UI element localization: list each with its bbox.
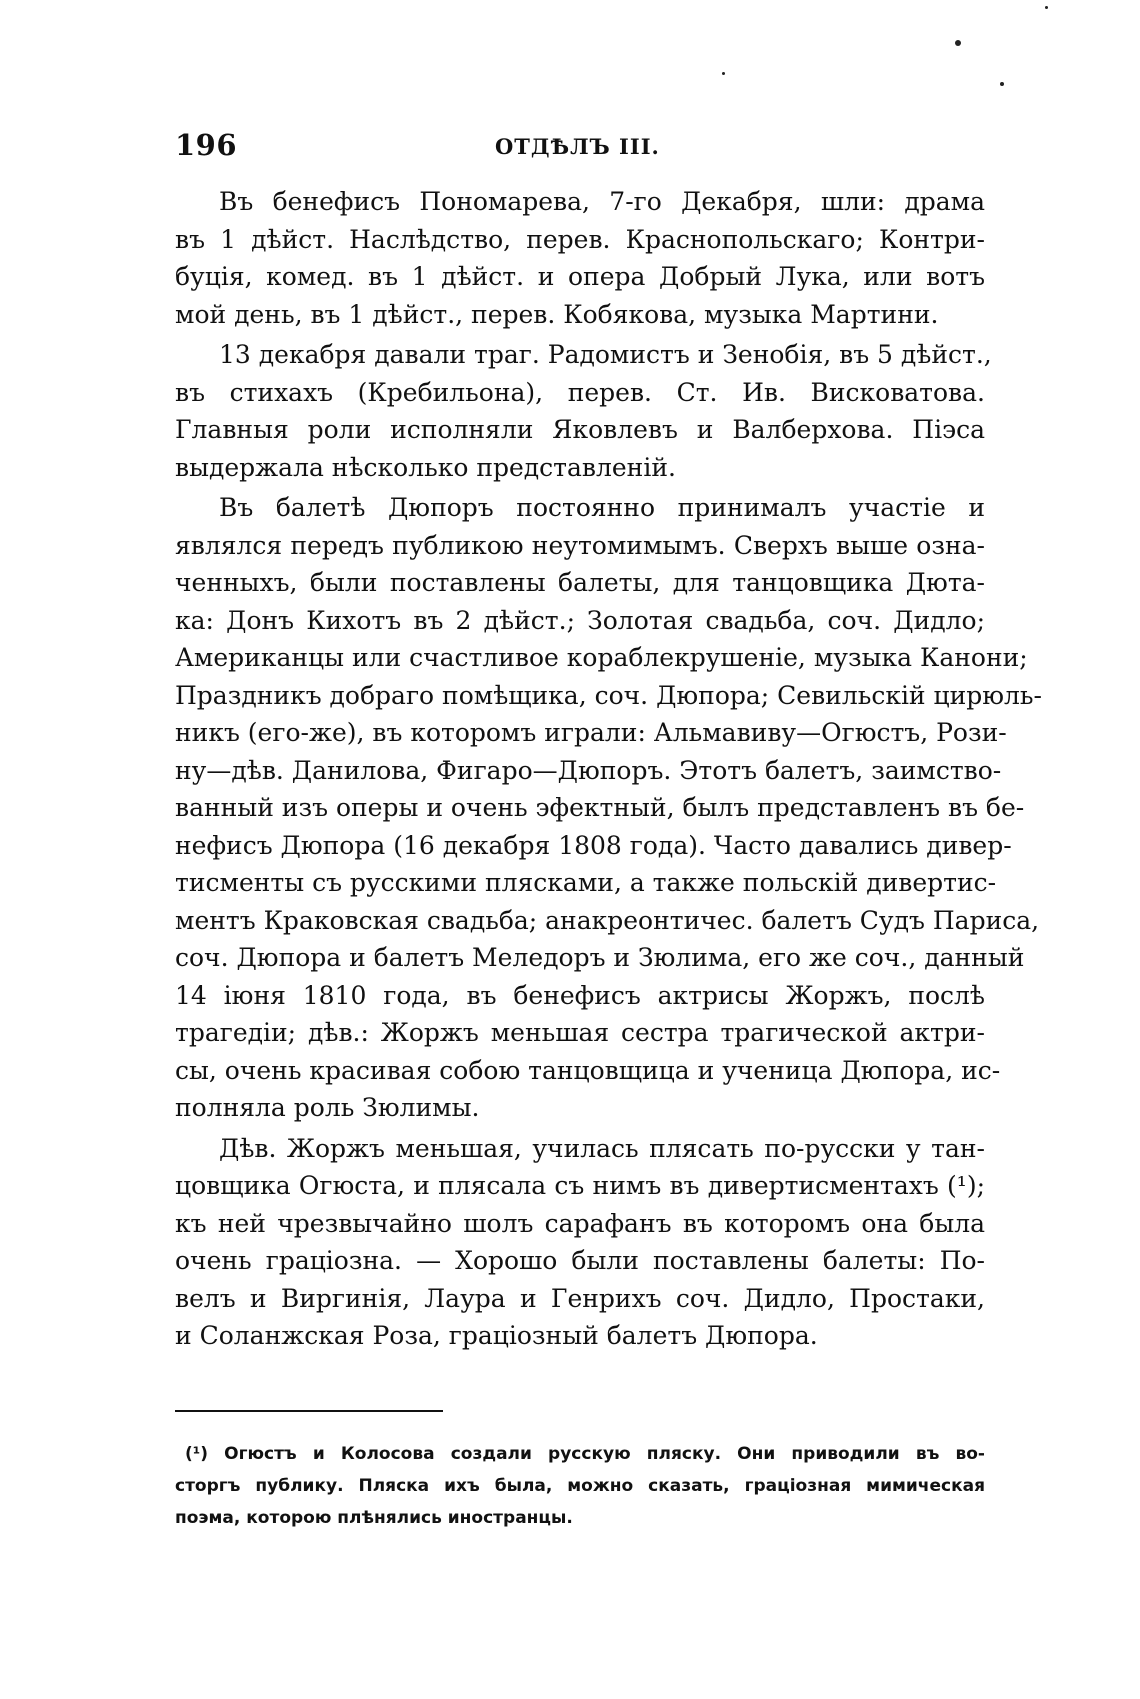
footnote-line: (¹) Огюстъ и Колосова создали русскую пляску. Они приводили въ во-: [185, 1444, 985, 1464]
text-line: являлся передъ публикою неутомимымъ. Сверхъ выше озна-: [175, 530, 985, 560]
text-line: трагедіи; дѣв.: Жоржъ меньшая сестра трагической актри-: [175, 1018, 985, 1047]
text-line: 13 декабря давали траг. Радомистъ и Зенобія, въ 5 дѣйст.,: [219, 340, 992, 369]
text-line: и Соланжская Роза, граціозный балетъ Дюпора.: [175, 1321, 818, 1350]
text-line: мой день, въ 1 дѣйст., перев. Кобякова, музыка Мартини.: [175, 299, 939, 329]
text-line: буція, комед. въ 1 дѣйст. и опера Добрый Лука, или вотъ: [175, 262, 985, 291]
print-speck: [1000, 82, 1004, 86]
text-line: ментъ Краковская свадьба; анакреонтичес. балетъ Судъ Париса,: [175, 905, 1040, 935]
text-line: ванный изъ оперы и очень эфектный, былъ представленъ въ бе-: [175, 793, 1025, 822]
text-line: полняла роль Зюлимы.: [175, 1093, 480, 1122]
paragraph-2: [175, 336, 992, 486]
body-text: [175, 183, 1042, 1358]
text-line: нефисъ Дюпора (16 декабря 1808 года). Часто давались дивер-: [175, 830, 1012, 860]
text-line: соч. Дюпора и балетъ Меледоръ и Зюлима, его же соч., данный: [175, 943, 1025, 972]
footnote: [175, 1438, 985, 1534]
footnote-separator: [175, 1410, 443, 1412]
text-line: ну—дѣв. Данилова, Фигаро—Дюпоръ. Этотъ балетъ, заимство-: [175, 755, 1002, 785]
text-line: никъ (его-же), въ которомъ играли: Альмавиву—Огюстъ, Рози-: [175, 718, 1007, 747]
page-header: [175, 128, 985, 168]
footnote-line: сторгъ публику. Пляска ихъ была, можно сказать, граціозная мимическая: [175, 1476, 985, 1496]
text-line: Главныя роли исполняли Яковлевъ и Валберхова. Піэса: [175, 415, 985, 444]
text-line: въ 1 дѣйст. Наслѣдство, перев. Краснопольскаго; Контри-: [175, 224, 985, 254]
text-line: велъ и Виргинія, Лаура и Генрихъ соч. Дидло, Простаки,: [175, 1283, 985, 1313]
footnote-line: поэма, которою плѣнялись иностранцы.: [175, 1508, 573, 1528]
text-line: ченныхъ, были поставлены балеты, для танцовщика Дюта-: [175, 568, 985, 597]
page-number: 196: [175, 128, 238, 162]
paragraph-3: [175, 489, 1042, 1127]
text-line: Праздникъ добраго помѣщика, соч. Дюпора; Севильскій цирюль-: [175, 680, 1042, 710]
text-line: Въ балетѣ Дюпоръ постоянно принималъ участіе и: [219, 493, 985, 522]
text-line: выдержала нѣсколько представленій.: [175, 452, 676, 482]
print-speck: [955, 40, 961, 46]
print-speck: [1045, 6, 1048, 9]
text-line: къ ней чрезвычайно шолъ сарафанъ въ которомъ она была: [175, 1208, 985, 1238]
text-line: 14 іюня 1810 года, въ бенефисъ актрисы Жоржъ, послѣ: [175, 980, 985, 1010]
text-line: сы, очень красивая собою танцовщица и ученица Дюпора, ис-: [175, 1055, 1001, 1085]
text-line: тисменты съ русскими плясками, а также польскій дивертис-: [175, 868, 997, 897]
text-line: Въ бенефисъ Пономарева, 7-го Декабря, шли: драма: [219, 187, 985, 216]
paragraph-4: [175, 1130, 985, 1355]
text-line: ка: Донъ Кихотъ въ 2 дѣйст.; Золотая свадьба, соч. Дидло;: [175, 605, 985, 635]
text-line: цовщика Огюста, и плясала съ нимъ въ дивертисментахъ (¹);: [175, 1171, 985, 1200]
text-line: въ стихахъ (Кребильона), перев. Ст. Ив. Висковатова.: [175, 377, 985, 407]
running-head: ОТДѢЛЪ III.: [495, 134, 660, 159]
text-line: Дѣв. Жоржъ меньшая, училась плясать по-русски у тан-: [219, 1133, 985, 1163]
text-line: Американцы или счастливое кораблекрушеніе, музыка Канони;: [175, 643, 1028, 672]
paragraph-1: [175, 183, 985, 333]
print-speck: [722, 72, 725, 75]
text-line: очень граціозна. — Хорошо были поставлены балеты: По-: [175, 1246, 985, 1275]
